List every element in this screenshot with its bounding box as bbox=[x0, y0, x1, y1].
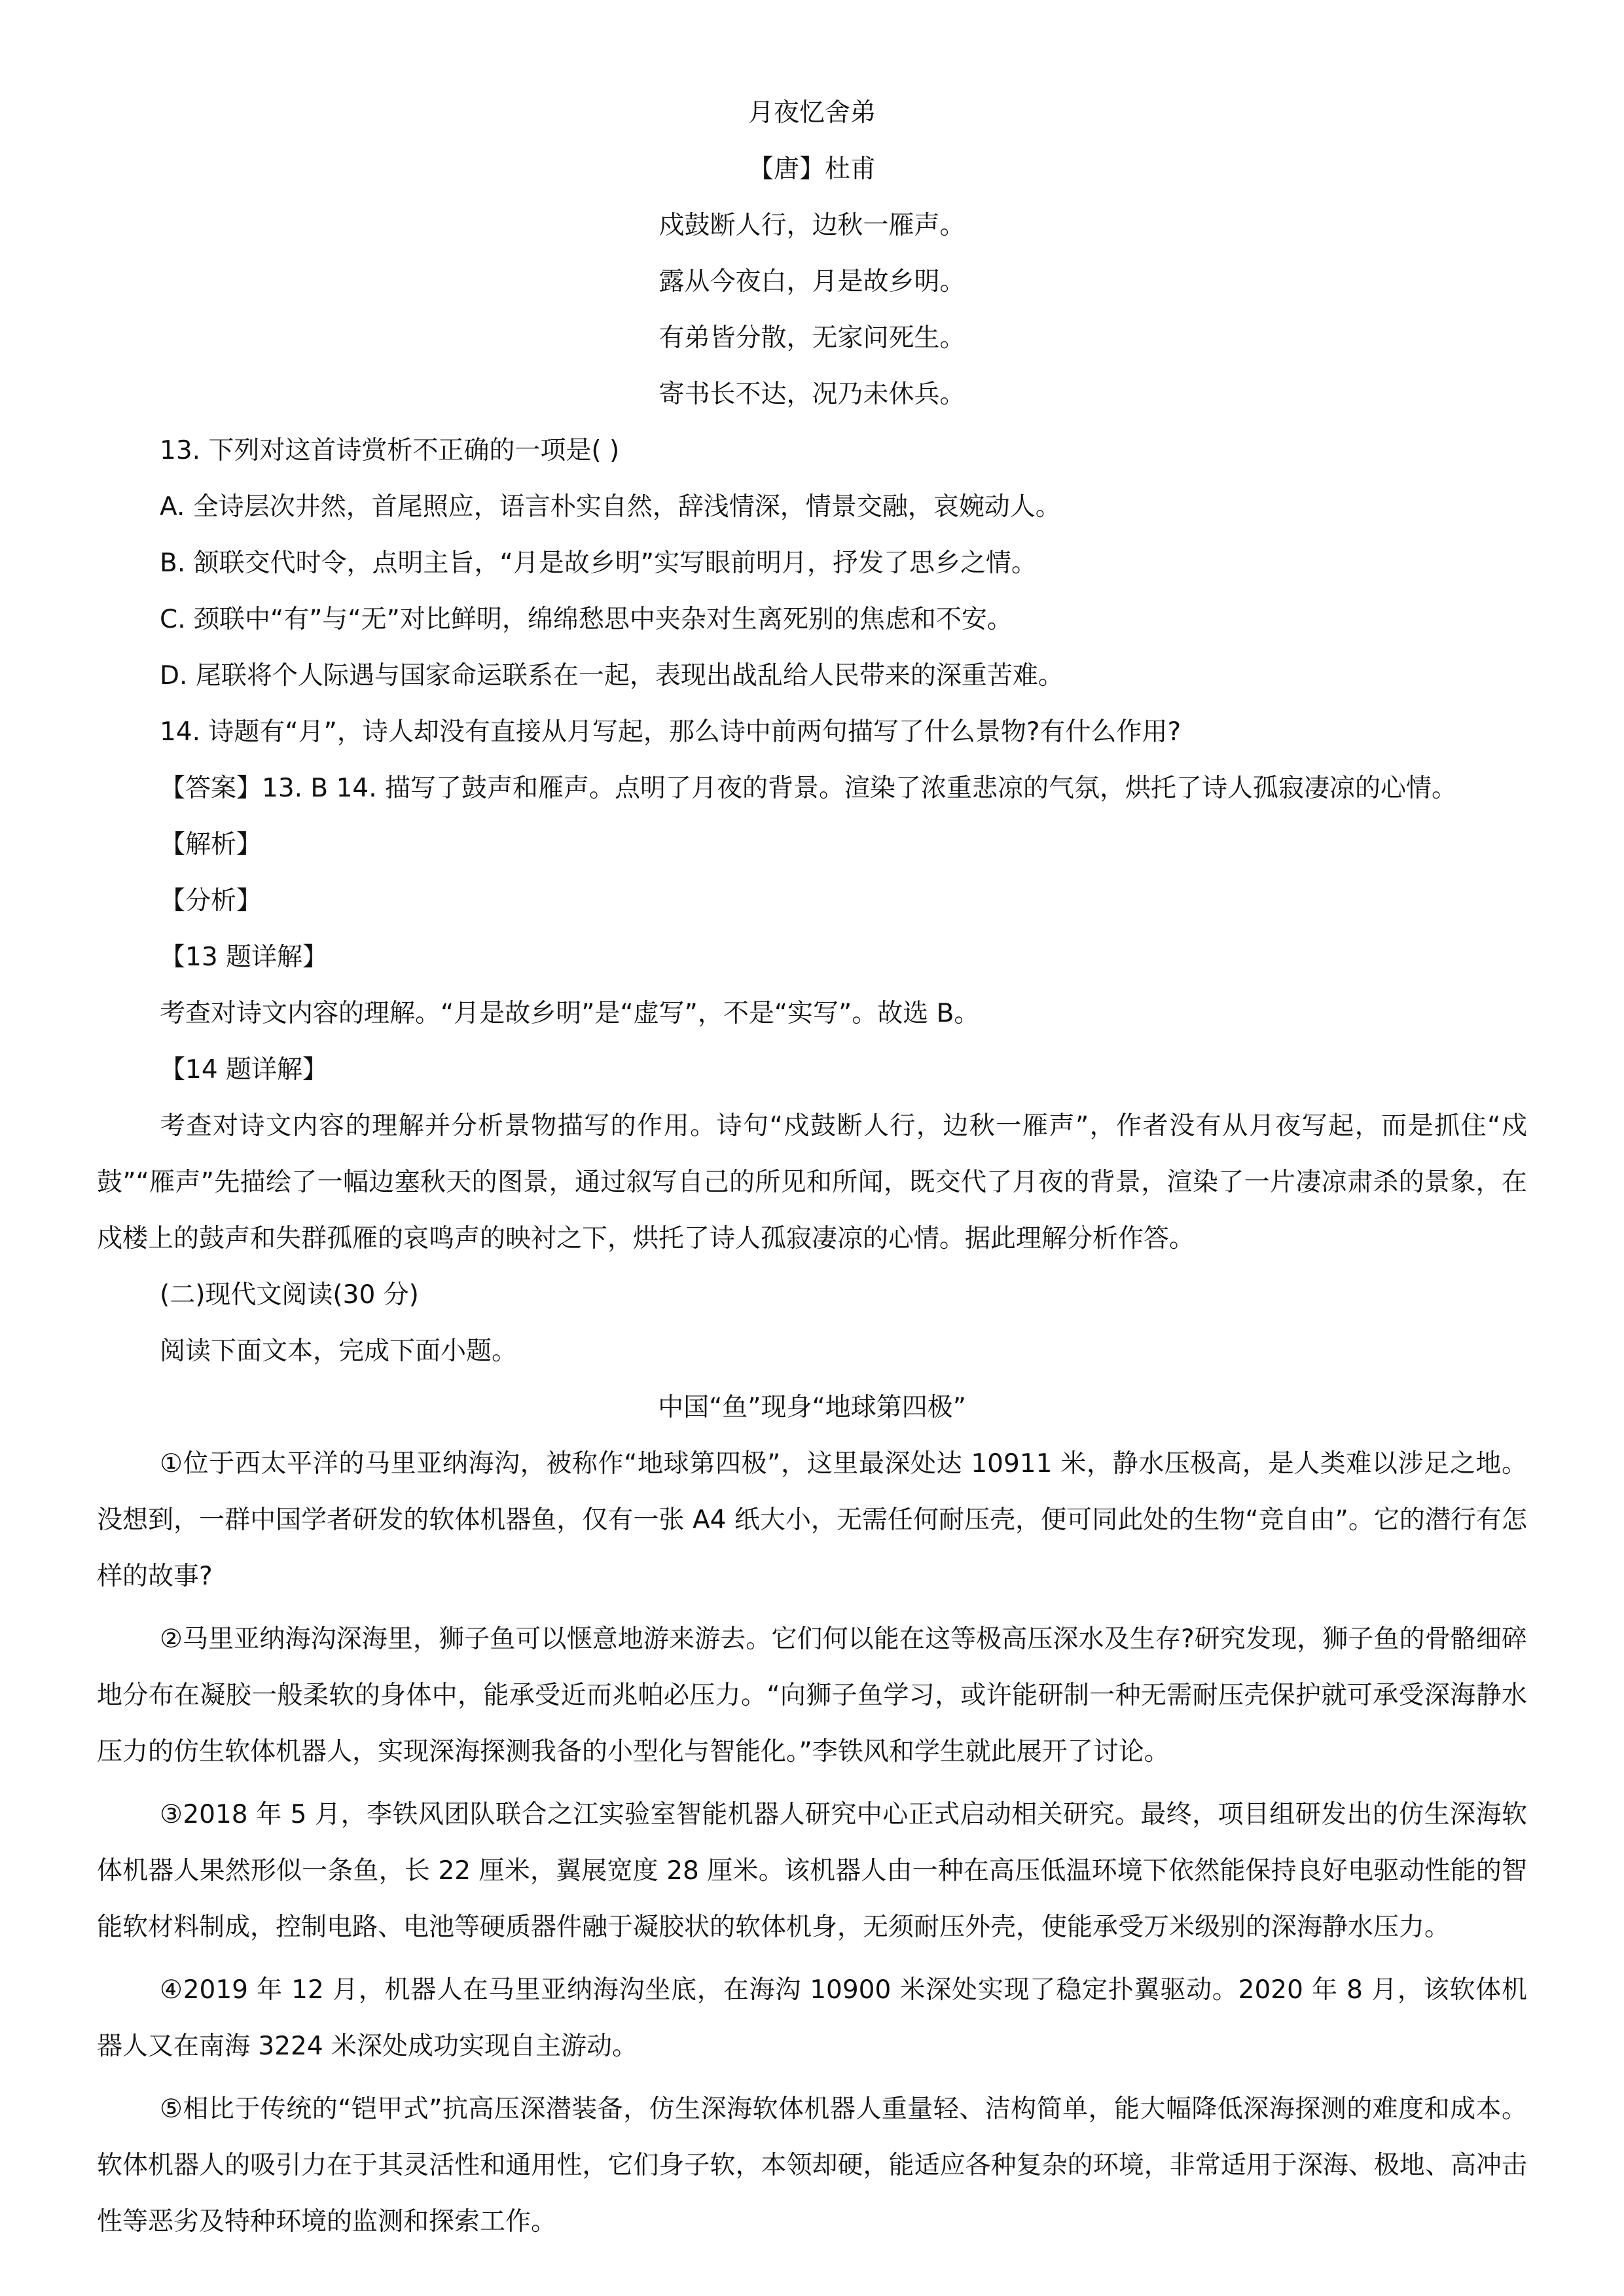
article-paragraph: ③2018 年 5 月，李铁风团队联合之江实验室智能机器人研究中心正式启动相关研究。最终，项目组研发出的仿生深海软体机器人果然形似一条鱼，长 22 厘米，翼展宽度 28 厘米。该机器人由一种在高压低温环境下依然能保持良好电驱动性能的智能软材料制成，控制电路、电池等硬质器件融于凝胶状的软体机身，无须耐压外壳，使能承受万米级别的深海静水压力。 bbox=[97, 1800, 1527, 1942]
option-b: B. 颔联交代时令，点明主旨，“月是故乡明”实写眼前明月，抒发了思乡之情。 bbox=[160, 548, 1037, 578]
article-paragraph: ④2019 年 12 月，机器人在马里亚纳海沟坐底，在海沟 10900 米深处实现了稳定扑翼驱动。2020 年 8 月，该软体机器人又在南海 3224 米深处成功实现自主游动。 bbox=[97, 1975, 1527, 2061]
detail-13-text: 考查对诗文内容的理解。“月是故乡明”是“虚写”，不是“实写”。故选 B。 bbox=[160, 999, 980, 1028]
poem-line: 露从今夜白，月是故乡明。 bbox=[659, 267, 965, 296]
answer-text: 【答案】13. B 14. 描写了鼓声和雁声。点明了月夜的背景。渲染了浓重悲凉的气氛，烘托了诗人孤寂凄凉的心情。 bbox=[160, 774, 1457, 803]
option-a: A. 全诗层次井然，首尾照应，语言朴实自然，辞浅情深，情景交融，哀婉动人。 bbox=[160, 492, 1061, 522]
option-c: C. 颈联中“有”与“无”对比鲜明，绵绵愁思中夹杂对生离死别的焦虑和不安。 bbox=[160, 605, 1013, 634]
section-heading: (二)现代文阅读(30 分) bbox=[160, 1280, 419, 1310]
detail-14-title: 【14 题详解】 bbox=[160, 1055, 329, 1085]
detail-13-title: 【13 题详解】 bbox=[160, 942, 329, 972]
poem-author: 【唐】杜甫 bbox=[748, 154, 876, 184]
question-13: 13. 下列对这首诗赏析不正确的一项是( ) bbox=[160, 436, 620, 465]
detail-14-text: 考查对诗文内容的理解并分析景物描写的作用。诗句“戍鼓断人行，边秋一雁声”，作者没有从月夜写起，而是抓住“戍鼓”“雁声”先描绘了一幅边塞秋天的图景，通过叙写自己的所见和所闻，既交代了月夜的背景，渲染了一片凄凉肃杀的景象，在戍楼上的鼓声和失群孤雁的哀鸣声的映衬之下，烘托了诗人孤寂凄凉的心情。据此理解分析作答。 bbox=[97, 1111, 1527, 1253]
jiexi-label: 【解析】 bbox=[160, 830, 262, 859]
poem-title: 月夜忆舍弟 bbox=[748, 98, 876, 128]
fenxi-label: 【分析】 bbox=[160, 886, 262, 916]
section-instruction: 阅读下面文本，完成下面小题。 bbox=[160, 1336, 518, 1366]
poem-line: 有弟皆分散，无家问死生。 bbox=[659, 323, 965, 353]
article-paragraph: ②马里亚纳海沟深海里，狮子鱼可以惬意地游来游去。它们何以能在这等极高压深水及生存?研究发现，狮子鱼的骨骼细碎地分布在凝胶一般柔软的身体中，能承受近而兆帕必压力。“向狮子鱼学习，或许能研制一种无需耐压壳保护就可承受深海静水压力的仿生软体机器人，实现深海探测我备的小型化与智能化。”李铁风和学生就此展开了讨论。 bbox=[97, 1624, 1527, 1767]
poem-line: 戍鼓断人行，边秋一雁声。 bbox=[659, 211, 965, 240]
poem-line: 寄书长不达，况乃未休兵。 bbox=[659, 380, 965, 409]
article-title: 中国“鱼”现身“地球第四极” bbox=[658, 1393, 966, 1422]
article-paragraph: ①位于西太平洋的马里亚纳海沟，被称作“地球第四极”，这里最深处达 10911 米，静水压极高，是人类难以涉足之地。没想到，一群中国学者研发的软体机器鱼，仅有一张 A4 纸大小，无需任何耐压壳，便可同此处的生物“竞自由”。它的潜行有怎样的故事? bbox=[97, 1449, 1527, 1591]
question-14: 14. 诗题有“月”，诗人却没有直接从月写起，那么诗中前两句描写了什么景物?有什么作用? bbox=[160, 717, 1182, 747]
option-d: D. 尾联将个人际遇与国家命运联系在一起，表现出战乱给人民带来的深重苦难。 bbox=[160, 661, 1064, 691]
document-page bbox=[97, 85, 1527, 2250]
article-paragraph: ⑤相比于传统的“铠甲式”抗高压深潜装备，仿生深海软体机器人重量轻、洁构简单，能大幅降低深海探测的难度和成本。软体机器人的吸引力在于其灵活性和通用性，它们身子软，本领却硬，能适应各种复杂的环境，非常适用于深海、极地、高冲击性等恶劣及特种环境的监测和探索工作。 bbox=[97, 2094, 1527, 2236]
